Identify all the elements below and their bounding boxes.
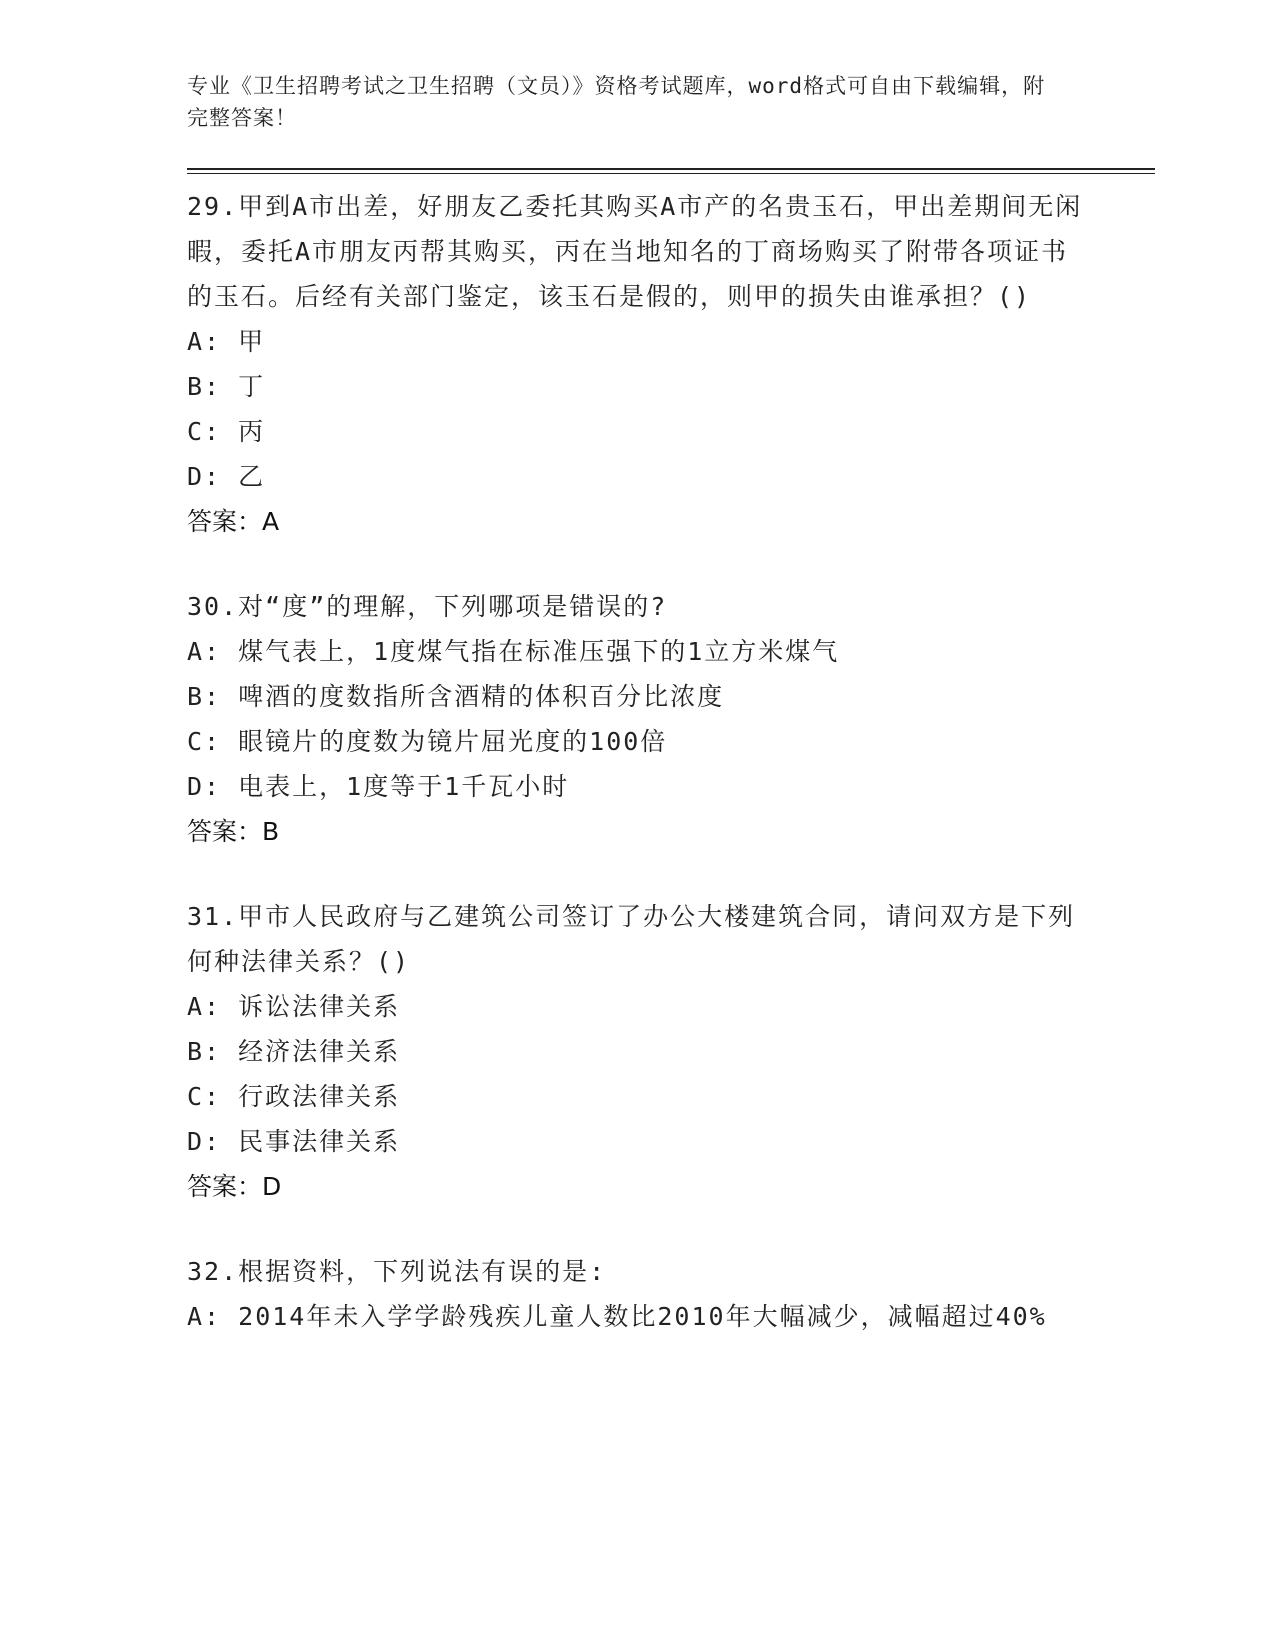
document-page (187, 70, 1147, 1379)
option-c: C: 眼镜片的度数为镜片屈光度的100倍 (187, 727, 668, 756)
answer-label: 答案：A (187, 507, 280, 536)
question-stem: 30.对“度”的理解，下列哪项是错误的? (187, 592, 668, 621)
header-divider (187, 168, 1155, 174)
option-c: C: 行政法律关系 (187, 1082, 401, 1111)
option-d: D: 民事法律关系 (187, 1127, 401, 1156)
question-stem: 29.甲到A市出差，好朋友乙委托其购买A市产的名贵玉石，甲出差期间无闲暇，委托A市朋友丙帮其购买，丙在当地知名的丁商场购买了附带各项证书的玉石。后经有关部门鉴定，该玉石是假的，则甲的损失由谁承担？() (187, 192, 1083, 311)
option-a: A: 甲 (187, 327, 266, 356)
option-a: A: 2014年未入学学龄残疾儿童人数比2010年大幅减少，减幅超过40% (187, 1302, 1047, 1331)
answer-label: 答案：D (187, 1172, 282, 1201)
question-32 (187, 1249, 1147, 1339)
document-header: 专业《卫生招聘考试之卫生招聘（文员）》资格考试题库，word格式可自由下载编辑，附完整答案！ (187, 74, 1046, 130)
option-c: C: 丙 (187, 417, 266, 446)
option-b: B: 经济法律关系 (187, 1037, 401, 1066)
option-a: A: 诉讼法律关系 (187, 992, 401, 1021)
question-stem: 32.根据资料，下列说法有误的是: (187, 1257, 607, 1286)
question-29 (187, 184, 1147, 544)
option-a: A: 煤气表上，1度煤气指在标准压强下的1立方米煤气 (187, 637, 840, 666)
option-d: D: 电表上，1度等于1千瓦小时 (187, 772, 570, 801)
option-b: B: 啤酒的度数指所含酒精的体积百分比浓度 (187, 682, 725, 711)
answer-label: 答案：B (187, 817, 280, 846)
question-list (187, 184, 1147, 1339)
question-31 (187, 894, 1147, 1209)
question-stem: 31.甲市人民政府与乙建筑公司签订了办公大楼建筑合同，请问双方是下列何种法律关系？() (187, 902, 1076, 976)
question-30 (187, 584, 1147, 854)
option-d: D: 乙 (187, 462, 266, 491)
option-b: B: 丁 (187, 372, 266, 401)
